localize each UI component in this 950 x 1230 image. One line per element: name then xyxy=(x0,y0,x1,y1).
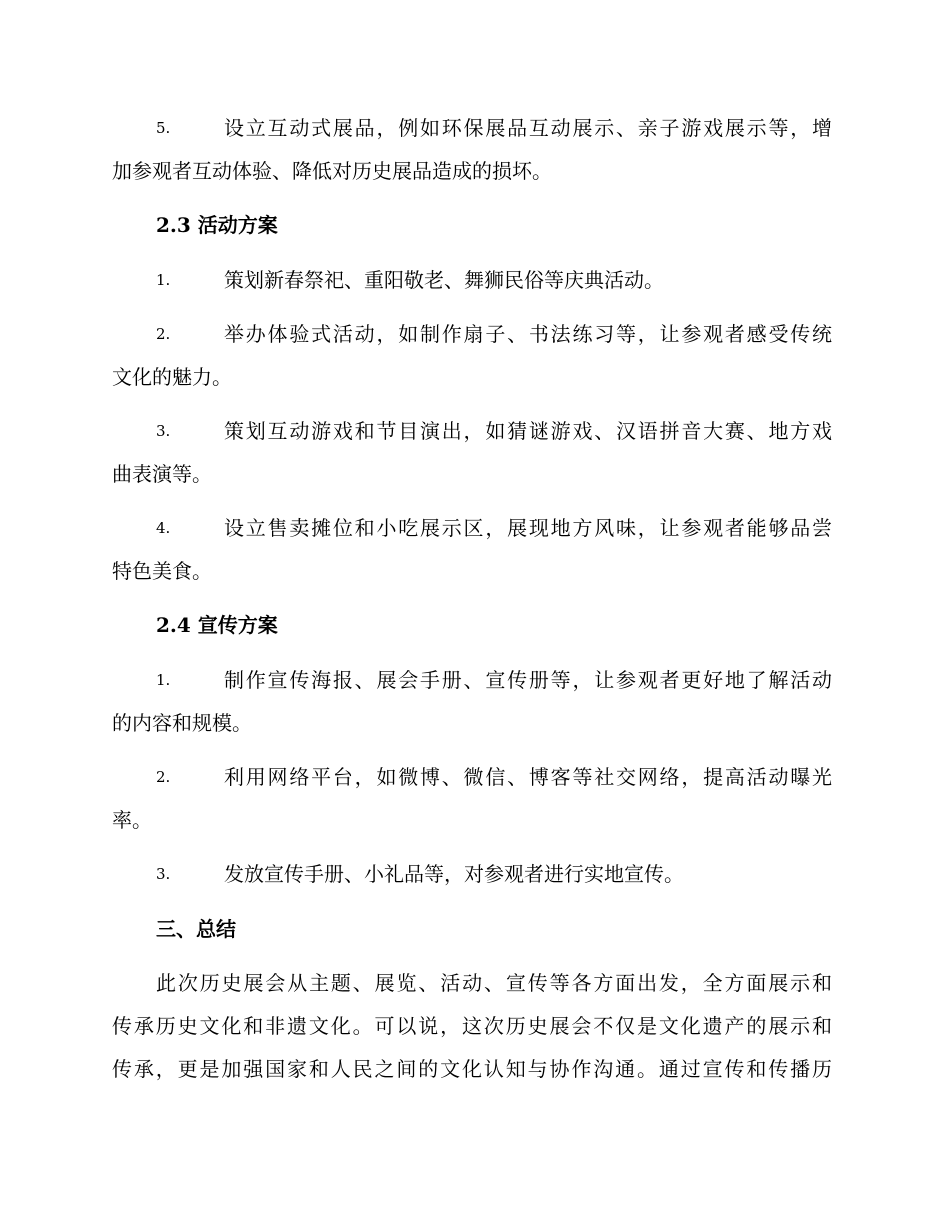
list-item-text: 利用网络平台，如微博、微信、博客等社交网络，提高活动曝光 xyxy=(224,765,832,789)
list-item-text-continued: 的内容和规模。 xyxy=(112,711,252,735)
list-item-text: 发放宣传手册、小礼品等，对参观者进行实地宣传。 xyxy=(224,862,684,886)
list-item-number: 2. xyxy=(156,325,171,343)
list-item-text: 举办体验式活动，如制作扇子、书法练习等，让参观者感受传统 xyxy=(224,322,832,346)
list-item-number: 5. xyxy=(156,119,171,137)
list-item-text-continued: 特色美食。 xyxy=(112,559,212,583)
list-item-text-continued: 加参观者互动体验、降低对历史展品造成的损坏。 xyxy=(112,159,552,183)
list-item-text: 策划新春祭祀、重阳敬老、舞狮民俗等庆典活动。 xyxy=(224,268,664,292)
list-item-text: 策划互动游戏和节目演出，如猜谜游戏、汉语拼音大赛、地方戏 xyxy=(224,419,832,443)
list-item-text: 设立售卖摊位和小吃展示区，展现地方风味，让参观者能够品尝 xyxy=(224,516,832,540)
section-heading-activity-plan: 2.3 活动方案 xyxy=(156,213,278,237)
summary-paragraph-line: 传承历史文化和非遗文化。可以说，这次历史展会不仅是文化遗产的展示和 xyxy=(112,1014,832,1038)
list-item-number: 2. xyxy=(156,768,171,786)
list-item-number: 1. xyxy=(156,671,171,689)
list-item-text-continued: 曲表演等。 xyxy=(112,462,212,486)
list-item-text: 制作宣传海报、展会手册、宣传册等，让参观者更好地了解活动 xyxy=(224,668,832,692)
list-item-number: 3. xyxy=(156,422,171,440)
list-item-number: 1. xyxy=(156,271,171,289)
summary-paragraph-line: 此次历史展会从主题、展览、活动、宣传等各方面出发，全方面展示和 xyxy=(156,971,832,995)
list-item-number: 4. xyxy=(156,519,171,537)
summary-paragraph-line: 传承，更是加强国家和人民之间的文化认知与协作沟通。通过宣传和传播历 xyxy=(112,1057,832,1081)
list-item-text-continued: 率。 xyxy=(112,808,152,832)
section-heading-summary: 三、总结 xyxy=(156,917,236,941)
list-item-number: 3. xyxy=(156,865,171,883)
list-item-text: 设立互动式展品，例如环保展品互动展示、亲子游戏展示等，增 xyxy=(224,116,832,140)
section-heading-publicity-plan: 2.4 宣传方案 xyxy=(156,613,278,637)
list-item-text-continued: 文化的魅力。 xyxy=(112,365,232,389)
